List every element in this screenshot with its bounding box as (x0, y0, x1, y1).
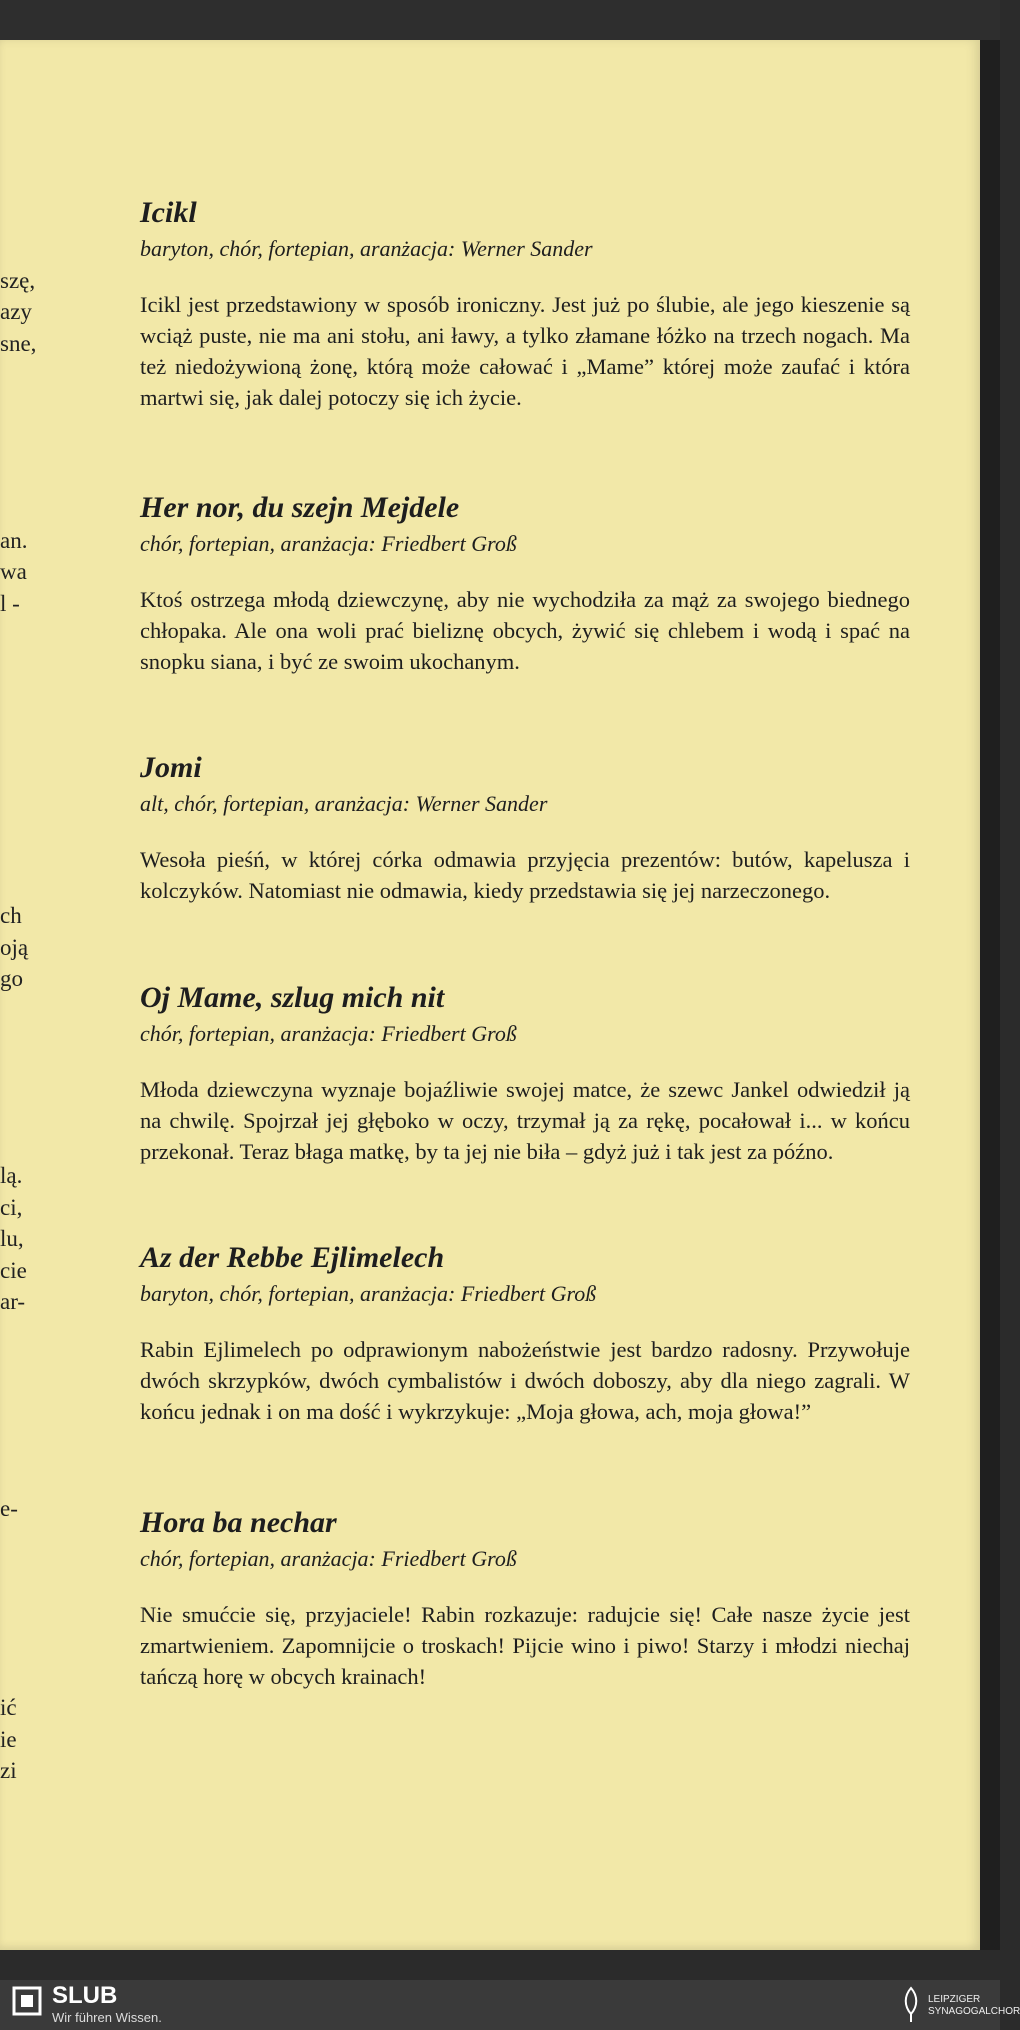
song-description: Młoda dziewczyna wyznaje bojaźliwie swojej matce, że szewc Jankel odwiedził ją na chwilę. Spojrzał jej głęboko w oczy, trzymał ją za rękę, pocałował i... w końcu przekonał. Teraz błaga matkę, by ta jej nie biła – gdyż już i tak jest za późno. (140, 1077, 910, 1164)
left-column-cut-text (0, 40, 40, 1950)
song-title: Oj Mame, szlug mich nit (140, 981, 445, 1014)
left-fragment: go (0, 966, 23, 991)
song-description: Nie smućcie się, przyjaciele! Rabin rozkazuje: radujcie się! Całe nasze życie jest zmartwieniem. Zapomnijcie o troskach! Pijcie wino i piwo! Starzy i młodzi niechaj tańczą horę w obcych krainach! (140, 1602, 910, 1689)
left-fragment: lu, (0, 1226, 24, 1251)
song-description: Wesoła pieśń, w której córka odmawia przyjęcia prezentów: butów, kapelusza i kolczyków. Natomiast nie odmawia, kiedy przedstawia się jej narzeczonego. (140, 847, 910, 903)
song-section (140, 490, 910, 677)
song-title: Her nor, du szejn Mejdele (140, 491, 460, 524)
song-description: Ktoś ostrzega młodą dziewczynę, aby nie wychodziła za mąż za swojego biednego chłopaka. Ale ona woli prać bieliznę obcych, żywić się chlebem i wodą i spać na snopku siana, i być ze swoim ukochanym. (140, 587, 910, 674)
song-credits: baryton, chór, fortepian, aranżacja: Friedbert Groß (140, 1281, 597, 1306)
left-fragment: cie (0, 1258, 27, 1283)
song-title: Hora ba nechar (140, 1506, 337, 1539)
left-fragment: l - (0, 591, 20, 616)
song-description: Icikl jest przedstawiony w sposób ironiczny. Jest już po ślubie, ale jego kieszenie są wciąż puste, nie ma ani stołu, ani ławy, a tylko złamane łóżko na trzech nogach. Ma też niedożywioną żonę, którą może całować i „Mame” której może zaufać i która martwi się, jak dalej potoczy się ich życie. (140, 292, 910, 410)
synagogalchor-wordmark (928, 1994, 1020, 2018)
song-credits: chór, fortepian, aranżacja: Friedbert Groß (140, 1546, 517, 1571)
song-title: Jomi (140, 751, 202, 784)
left-fragment: an. (0, 528, 28, 553)
song-credits: alt, chór, fortepian, aranżacja: Werner Sander (140, 791, 548, 816)
left-fragment: ar- (0, 1289, 26, 1314)
synagogalchor-logo-icon (898, 1984, 924, 2024)
left-fragment: sne, (0, 331, 37, 356)
left-fragment: ci, (0, 1195, 23, 1220)
left-fragment: szę, (0, 268, 36, 293)
song-credits: chór, fortepian, aranżacja: Friedbert Groß (140, 531, 517, 556)
song-section (140, 1240, 910, 1427)
slub-logo-icon (12, 1986, 42, 2016)
slub-tagline: Wir führen Wissen. (52, 2010, 162, 2025)
slub-brand-name: SLUB (52, 1982, 118, 2009)
left-fragment: wa (0, 559, 27, 584)
song-section (140, 1505, 910, 1692)
left-fragment: oją (0, 935, 29, 960)
song-credits: baryton, chór, fortepian, aranżacja: Werner Sander (140, 236, 593, 261)
song-section (140, 195, 910, 413)
left-fragment: lą. (0, 1163, 23, 1188)
left-fragment: ić (0, 1695, 17, 1720)
song-section (140, 750, 910, 906)
left-fragment: ch (0, 903, 22, 928)
left-fragment: azy (0, 299, 32, 324)
viewer-footer (0, 1980, 1020, 2030)
synagogalchor-line2: SYNAGOGALCHOR (928, 2006, 1020, 2017)
song-credits: chór, fortepian, aranżacja: Friedbert Groß (140, 1021, 517, 1046)
song-section (140, 980, 910, 1167)
song-title: Icikl (140, 196, 197, 229)
left-fragment: ie (0, 1727, 17, 1752)
scan-background-right (978, 40, 1000, 1950)
left-fragment: zi (0, 1758, 17, 1783)
scan-background-top (0, 0, 1000, 40)
song-title: Az der Rebbe Ejlimelech (140, 1241, 445, 1274)
left-fragment: e- (0, 1496, 18, 1521)
synagogalchor-line1: LEIPZIGER (928, 1994, 981, 2005)
song-description: Rabin Ejlimelech po odprawionym nabożeństwie jest bardzo radosny. Przywołuje dwóch skrzypków, dwóch cymbalistów i dwóch doboszy, aby dla niego zagrali. W końcu jednak i on ma dość i wykrzykuje: „Moja głowa, ach, moja głowa!” (140, 1337, 910, 1424)
document-page (0, 40, 980, 1950)
